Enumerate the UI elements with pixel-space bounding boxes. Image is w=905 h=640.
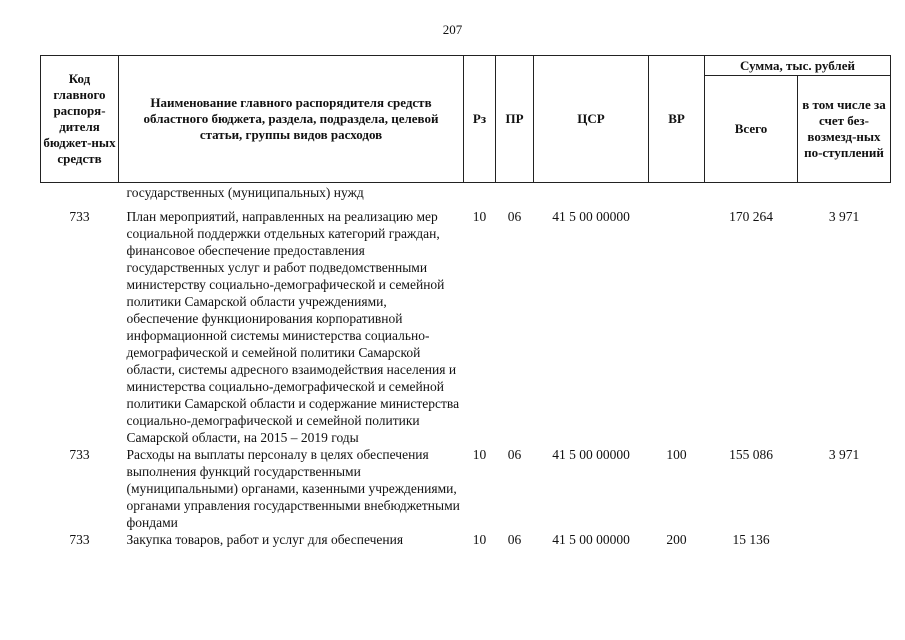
cell-code: 733 xyxy=(69,209,90,224)
cell-total: 170 264 xyxy=(729,209,773,224)
cell-rz: 10 xyxy=(472,209,487,224)
header-rz: Рз xyxy=(464,56,496,183)
table-row xyxy=(41,183,891,209)
cell-free: 3 971 xyxy=(828,447,860,462)
cell-vr: 200 xyxy=(666,532,687,547)
cell-pr: 06 xyxy=(507,209,522,224)
continuation-text: государственных (муниципальных) нужд xyxy=(126,185,364,200)
cell-name: План мероприятий, направленных на реализацию мер социальной поддержки отдельных категорий граждан, финансовое обеспечение предоставления государственных услуг и работ подведомственными министерству социально-демографической и семейной политики Самарской области учреждениями, обеспечение функционирования корпоративной информационной системы министерства социально-демографической и семейной политики Самарской области, системы адресного взаимодействия населения и министерства социально-демографической и семейной политики Самарской области и содержание министерства социально-демографической и семейной политики Самарской области, на 2015 – 2019 годы xyxy=(126,209,460,445)
table-body xyxy=(41,183,891,549)
cell-code: 733 xyxy=(69,532,90,547)
table-row xyxy=(41,446,891,531)
cell-name: Закупка товаров, работ и услуг для обеспечения xyxy=(126,532,404,547)
table-header xyxy=(41,56,891,183)
header-total: Всего xyxy=(705,76,798,183)
cell-free: 3 971 xyxy=(828,209,860,224)
header-vr: ВР xyxy=(649,56,705,183)
header-pr: ПР xyxy=(496,56,534,183)
cell-vr xyxy=(649,208,705,446)
header-name: Наименование главного распорядителя средств областного бюджета, раздела, подраздела, целевой статьи, группы видов расходов xyxy=(119,56,464,183)
budget-table xyxy=(40,55,891,548)
cell-name: Расходы на выплаты персоналу в целях обеспечения выполнения функций государственными (муниципальными) органами, казенными учреждениями, органами управления государственными внебюджетными фондами xyxy=(126,447,460,530)
cell-pr: 06 xyxy=(507,447,522,462)
page-number: 207 xyxy=(442,22,463,37)
table-row xyxy=(41,531,891,548)
table-row xyxy=(41,208,891,446)
header-csr: ЦСР xyxy=(534,56,649,183)
cell-rz: 10 xyxy=(472,447,487,462)
cell-total: 15 136 xyxy=(732,532,770,547)
cell-csr: 41 5 00 00000 xyxy=(552,532,630,547)
header-code: Код главного распоря-дителя бюджет-ных средств xyxy=(41,56,119,183)
cell-csr: 41 5 00 00000 xyxy=(552,209,630,224)
cell-pr: 06 xyxy=(507,532,522,547)
cell-vr: 100 xyxy=(666,447,687,462)
cell-rz: 10 xyxy=(472,532,487,547)
header-sum-group: Сумма, тыс. рублей xyxy=(705,56,891,76)
cell-code: 733 xyxy=(69,447,90,462)
cell-free xyxy=(798,531,891,548)
header-free: в том числе за счет без-возмезд-ных по-ступлений xyxy=(798,76,891,183)
cell-csr: 41 5 00 00000 xyxy=(552,447,630,462)
cell-total: 155 086 xyxy=(729,447,773,462)
